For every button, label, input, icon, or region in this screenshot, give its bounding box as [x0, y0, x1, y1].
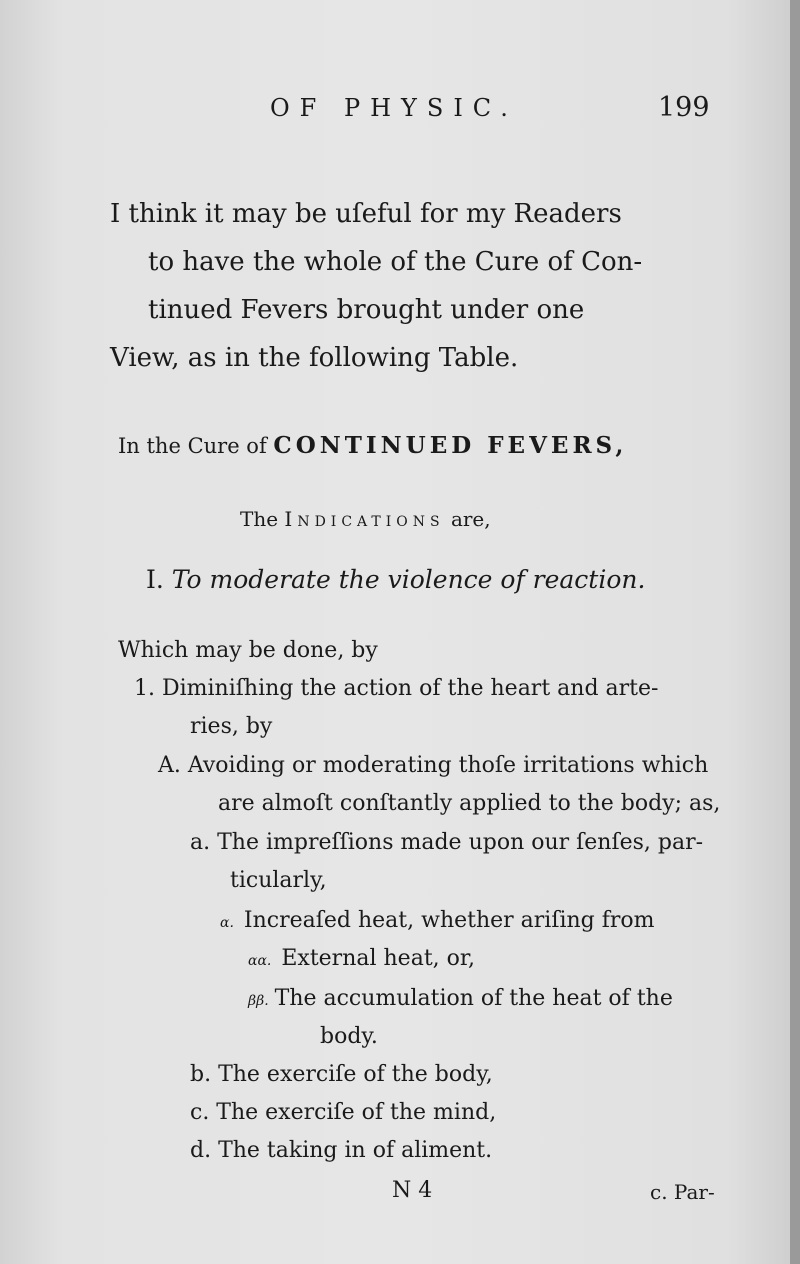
alpha-text: Increaſed heat, whether ariſing from — [243, 908, 655, 933]
item-A-line-2: are almoſt conſtantly applied to the body; as, — [218, 791, 721, 816]
which-line: Which may be done, by — [118, 638, 378, 663]
alpha-mark: α. — [220, 915, 234, 931]
signature-mark: N 4 — [392, 1178, 433, 1203]
item-1-line-2: ries, by — [190, 714, 273, 739]
page-number: 199 — [658, 92, 710, 123]
item-d: d. The taking in of aliment. — [190, 1138, 493, 1163]
aa-mark: αα. — [248, 953, 272, 969]
cure-heading — [118, 432, 627, 459]
intro-paragraph — [110, 190, 642, 382]
item-alpha-alpha — [248, 946, 475, 971]
running-head: OF PHYSIC. — [270, 94, 518, 122]
item-beta-beta-line-1 — [248, 986, 673, 1011]
bb-mark: ββ. — [248, 993, 269, 1009]
intro-line-4: View, as in the following Table. — [110, 343, 519, 373]
cure-heading-prefix: In the Cure of — [118, 434, 267, 458]
bb-text-1: The accumulation of the heat of the — [274, 986, 673, 1011]
aa-text: External heat, or, — [281, 946, 475, 971]
item-1-line-1: 1. Diminiſhing the action of the heart and arte- — [134, 676, 659, 701]
indication-numeral: I. — [146, 565, 164, 594]
item-b: b. The exerciſe of the body, — [190, 1062, 493, 1087]
intro-line-2: to have the whole of the Cure of Con- — [148, 247, 643, 277]
catchword: c. Par- — [650, 1180, 715, 1204]
item-beta-beta-line-2: body. — [320, 1024, 378, 1049]
cure-heading-caps: CONTINUED FEVERS, — [273, 432, 628, 459]
intro-line-3: tinued Fevers brought under one — [148, 295, 585, 325]
item-a-line-1: a. The impreſſions made upon our ſenſes, par- — [190, 830, 704, 855]
item-a-line-2: ticularly, — [230, 868, 327, 893]
item-c: c. The exerciſe of the mind, — [190, 1100, 497, 1125]
indications-heading — [240, 507, 491, 531]
indication-one — [146, 565, 645, 594]
item-A-line-1: A. Avoiding or moderating thoſe irritations which — [158, 753, 709, 778]
intro-line-1: I think it may be uſeful for my Readers — [110, 199, 622, 229]
indications-suffix: are, — [450, 507, 491, 531]
item-alpha — [220, 908, 655, 933]
indication-text: To moderate the violence of reaction. — [171, 565, 646, 594]
indications-word: Indications — [284, 507, 445, 531]
indications-prefix: The — [240, 507, 279, 531]
